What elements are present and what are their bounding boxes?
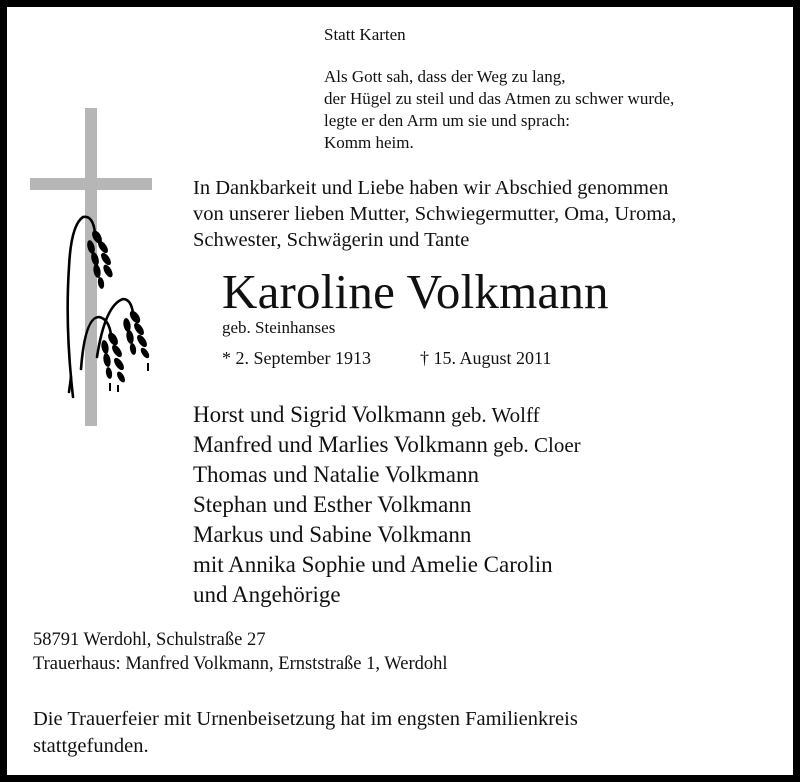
mourner-line: mit Annika Sophie und Amelie Carolin [193,552,553,577]
mourner-line: Manfred und Marlies Volkmann geb. Cloer [193,432,581,457]
address-line: Trauerhaus: Manfred Volkmann, Ernststraße 1, Werdohl [33,654,448,674]
mourners-list [193,400,581,610]
death-date: † 15. August 2011 [420,348,552,368]
wheat-icon [59,207,159,407]
address-line: 58791 Werdohl, Schulstraße 27 [33,630,266,650]
address-block [33,628,448,676]
intro-text: Statt Karten [324,25,406,44]
obituary-notice [7,7,793,775]
closing-line: Die Trauerfeier mit Urnenbeisetzung hat im engsten Familienkreis [33,708,578,730]
mourner-line: Horst und Sigrid Volkmann geb. Wolff [193,402,540,427]
closing-note [33,706,578,760]
maiden-name: geb. Steinhanses [222,318,336,337]
announcement-line: In Dankbarkeit und Liebe haben wir Abschied genommen [193,177,669,199]
poem-line: der Hügel zu steil und das Atmen zu schwer wurde, [324,89,675,108]
announcement [193,175,676,253]
mourner-line: und Angehörige [193,582,341,607]
mourner-line: Thomas und Natalie Volkmann [193,462,479,487]
poem-line: legte er den Arm um sie und sprach: [324,111,570,130]
mourner-line: Markus und Sabine Volkmann [193,522,472,547]
poem-line: Komm heim. [324,133,414,152]
birth-date: * 2. September 1913 [222,348,371,368]
announcement-line: von unserer lieben Mutter, Schwiegermutter, Oma, Uroma, [193,203,677,225]
cross-horizontal-beam [30,178,152,190]
closing-line: stattgefunden. [33,735,149,757]
poem [324,66,674,154]
announcement-line: Schwester, Schwägerin und Tante [193,229,470,251]
poem-line: Als Gott sah, dass der Weg zu lang, [324,67,566,86]
mourner-line: Stephan und Esther Volkmann [193,492,472,517]
deceased-name: Karoline Volkmann [222,264,609,319]
